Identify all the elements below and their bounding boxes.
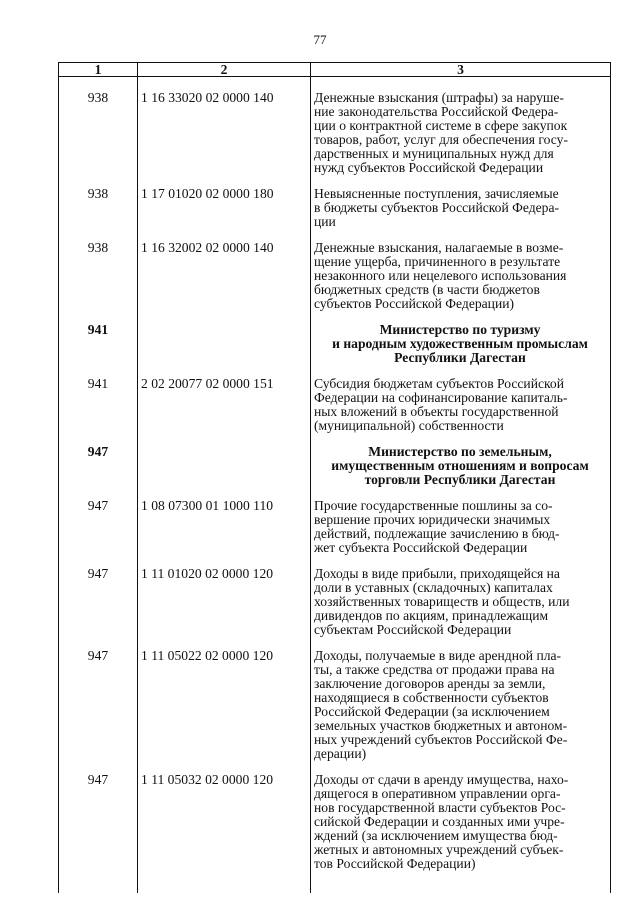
description-line: дящегося в оперативном управлении орга-	[314, 786, 561, 801]
description-line: нужд субъектов Российской Федерации	[314, 160, 544, 175]
spacer-cell	[138, 871, 311, 893]
description-line: земельных участков бюджетных и автоном-	[314, 718, 568, 733]
description-cell	[311, 365, 611, 433]
table-row	[59, 229, 611, 311]
description-cell	[311, 77, 611, 176]
description-line: Прочие государственные пошлины за со-	[314, 498, 553, 513]
table-row	[59, 365, 611, 433]
description-line: Российской Федерации (за исключением	[314, 704, 550, 719]
description-line: ние законодательства Российской Федера-	[314, 104, 559, 119]
revenue-code-cell: 1 11 01020 02 0000 120	[138, 555, 311, 637]
description-line: заключение договоров аренды за земли,	[314, 676, 546, 691]
description-line: вершение прочих юридически значимых	[314, 512, 551, 527]
description-line: Республики Дагестан	[394, 350, 526, 365]
table-row	[59, 487, 611, 555]
description-line: имущественным отношениям и вопросам	[331, 458, 589, 473]
ministry-heading-row	[59, 311, 611, 365]
table-row	[59, 555, 611, 637]
description-cell	[311, 487, 611, 555]
description-line: Федерации на софинансирование капиталь-	[314, 390, 568, 405]
description-line: действий, подлежащие зачислению в бюд-	[314, 526, 560, 541]
description-cell	[311, 229, 611, 311]
description-line: Невыясненные поступления, зачисляемые	[314, 186, 559, 201]
description-line: ты, а также средства от продажи права на	[314, 662, 555, 677]
admin-code-cell: 938	[59, 77, 138, 176]
column-header-1: 1	[59, 63, 138, 77]
description-line: Доходы в виде прибыли, приходящейся на	[314, 566, 560, 581]
revenue-code-cell	[138, 311, 311, 365]
description-cell	[311, 761, 611, 871]
description-line: торговли Республики Дагестан	[364, 472, 556, 487]
description-line: ных вложений в объекты государственной	[314, 404, 559, 419]
admin-code-cell: 947	[59, 433, 138, 487]
description-line: жет субъекта Российской Федерации	[314, 540, 528, 555]
table-row	[59, 761, 611, 871]
description-cell	[311, 555, 611, 637]
description-line: дивидендов по акциям, принадлежащим	[314, 608, 549, 623]
ministry-name-cell	[311, 433, 611, 487]
description-line: ных учреждений субъектов Российской Фе-	[314, 732, 568, 747]
table-row	[59, 77, 611, 176]
ministry-heading-row	[59, 433, 611, 487]
admin-code-cell: 947	[59, 637, 138, 761]
revenue-code-cell: 1 16 32002 02 0000 140	[138, 229, 311, 311]
description-line: доли в уставных (складочных) капиталах	[314, 580, 553, 595]
column-header-3: 3	[311, 63, 611, 77]
revenue-code-cell: 2 02 20077 02 0000 151	[138, 365, 311, 433]
budget-codes-table	[58, 62, 611, 893]
revenue-code-cell	[138, 433, 311, 487]
description-line: (муниципальной) собственности	[314, 418, 504, 433]
description-cell	[311, 637, 611, 761]
description-line: дерации)	[314, 746, 367, 761]
table-row	[59, 637, 611, 761]
revenue-code-cell: 1 11 05032 02 0000 120	[138, 761, 311, 871]
spacer-cell	[311, 871, 611, 893]
description-line: жетных и автономных учреждений субъек-	[314, 842, 564, 857]
description-line: Министерство по туризму	[379, 322, 541, 337]
description-line: Министерство по земельным,	[368, 444, 552, 459]
spacer-cell	[59, 871, 138, 893]
description-cell	[311, 175, 611, 229]
description-line: ждений (за исключением имущества бюд-	[314, 828, 558, 843]
description-line: тов Российской Федерации)	[314, 856, 476, 871]
table-spacer-row	[59, 871, 611, 893]
description-line: нов государственной власти субъектов Рос-	[314, 800, 566, 815]
admin-code-cell: 947	[59, 487, 138, 555]
admin-code-cell: 938	[59, 229, 138, 311]
revenue-code-cell: 1 17 01020 02 0000 180	[138, 175, 311, 229]
description-line: Денежные взыскания (штрафы) за наруше-	[314, 90, 564, 105]
table-body	[59, 77, 611, 894]
description-line: Доходы от сдачи в аренду имущества, нахо-	[314, 772, 569, 787]
description-line: в бюджеты субъектов Российской Федера-	[314, 200, 560, 215]
admin-code-cell: 941	[59, 365, 138, 433]
revenue-code-cell: 1 11 05022 02 0000 120	[138, 637, 311, 761]
description-line: Субсидия бюджетам субъектов Российской	[314, 376, 565, 391]
revenue-code-cell: 1 08 07300 01 1000 110	[138, 487, 311, 555]
description-line: субъектам Российской Федерации	[314, 622, 512, 637]
description-line: незаконного или нецелевого использования	[314, 268, 567, 283]
description-line: и народным художественным промыслам	[332, 336, 588, 351]
revenue-code-cell: 1 16 33020 02 0000 140	[138, 77, 311, 176]
description-line: ции о контрактной системе в сфере закупок	[314, 118, 568, 133]
page-number: 77	[313, 32, 327, 47]
description-line: находящиеся в собственности субъектов	[314, 690, 549, 705]
description-line: сийской Федерации и созданных ими учре-	[314, 814, 565, 829]
description-line: Денежные взыскания, налагаемые в возме-	[314, 240, 564, 255]
description-line: щение ущерба, причиненного в результате	[314, 254, 561, 269]
admin-code-cell: 938	[59, 175, 138, 229]
ministry-name-cell	[311, 311, 611, 365]
column-header-2: 2	[138, 63, 311, 77]
description-line: хозяйственных товариществ и обществ, или	[314, 594, 570, 609]
table-row	[59, 175, 611, 229]
admin-code-cell: 947	[59, 761, 138, 871]
admin-code-cell: 941	[59, 311, 138, 365]
description-line: товаров, работ, услуг для обеспечения госу-	[314, 132, 568, 147]
admin-code-cell: 947	[59, 555, 138, 637]
description-line: дарственных и муниципальных нужд для	[314, 146, 554, 161]
table-header-row	[59, 63, 611, 77]
description-line: Доходы, получаемые в виде арендной пла-	[314, 648, 562, 663]
description-line: бюджетных средств (в части бюджетов	[314, 282, 540, 297]
description-line: ции	[314, 214, 336, 229]
description-line: субъектов Российской Федерации)	[314, 296, 515, 311]
